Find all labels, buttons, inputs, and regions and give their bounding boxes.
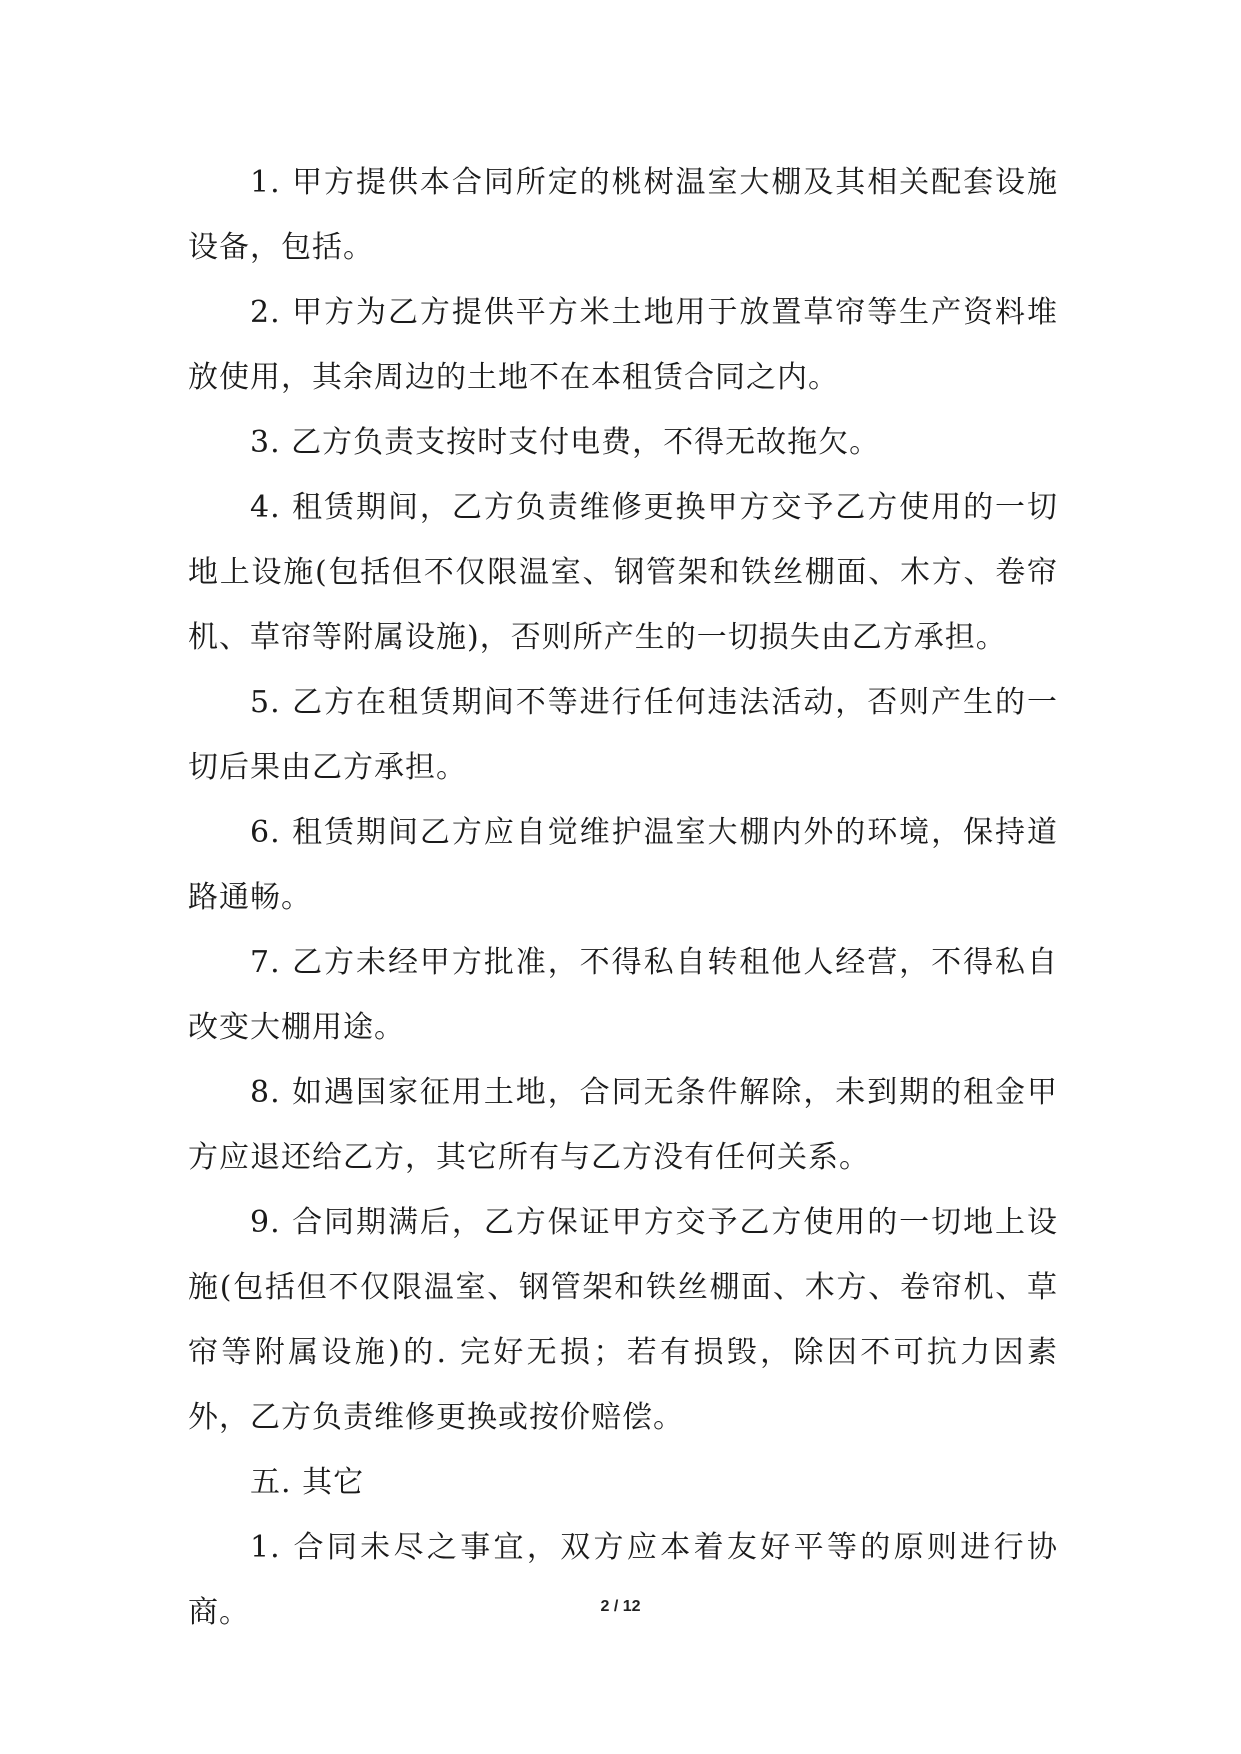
section-heading-other: 五. 其它 <box>250 1465 365 1500</box>
clause-3: 3. 乙方负责支按时支付电费，不得无故拖欠。 <box>250 425 881 460</box>
clause-4: 4. 租赁期间，乙方负责维修更换甲方交予乙方使用的一切地上设施(包括但不仅限温室、钢管架和铁丝棚面、木方、卷帘机、草帘等附属设施)，否则所产生的一切损失由乙方承担。 <box>188 490 1058 655</box>
clause-1: 1. 甲方提供本合同所定的桃树温室大棚及其相关配套设施设备，包括。 <box>188 165 1058 265</box>
clause-2: 2. 甲方为乙方提供平方米土地用于放置草帘等生产资料堆放使用，其余周边的土地不在本租赁合同之内。 <box>188 295 1058 395</box>
clause-8: 8. 如遇国家征用土地，合同无条件解除，未到期的租金甲方应退还给乙方，其它所有与乙方没有任何关系。 <box>188 1075 1058 1175</box>
clause-7: 7. 乙方未经甲方批准，不得私自转租他人经营，不得私自改变大棚用途。 <box>188 945 1058 1045</box>
clause-5: 5. 乙方在租赁期间不等进行任何违法活动，否则产生的一切后果由乙方承担。 <box>188 685 1058 785</box>
clause-6: 6. 租赁期间乙方应自觉维护温室大棚内外的环境，保持道路通畅。 <box>188 815 1058 915</box>
document-body <box>188 150 1058 1645</box>
clause-9: 9. 合同期满后，乙方保证甲方交予乙方使用的一切地上设施(包括但不仅限温室、钢管架和铁丝棚面、木方、卷帘机、草帘等附属设施)的. 完好无损；若有损毁，除因不可抗力因素外，乙方负责维修更换或按价赔偿。 <box>188 1205 1058 1435</box>
other-clause-1: 1. 合同未尽之事宜，双方应本着友好平等的原则进行协商。 <box>188 1530 1058 1630</box>
page-number: 2 / 12 <box>600 1598 641 1615</box>
